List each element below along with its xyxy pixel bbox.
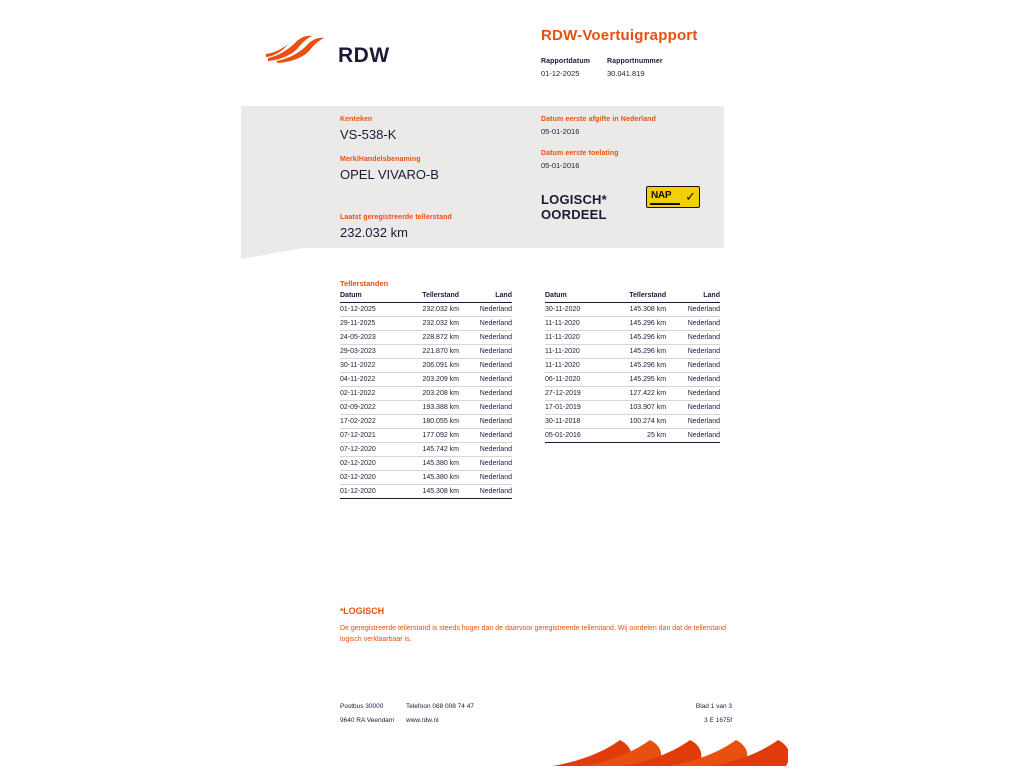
cell-datum: 17-01-2019 xyxy=(545,401,605,415)
footer-row-1 xyxy=(340,703,732,717)
cell-tellerstand: 145.296 km xyxy=(605,359,666,373)
cell-tellerstand: 221.870 km xyxy=(399,345,459,359)
cell-land: Nederland xyxy=(666,303,720,317)
field-value-kenteken: VS-538-K xyxy=(340,127,397,142)
cell-land: Nederland xyxy=(666,429,720,443)
cell-datum: 02-12-2020 xyxy=(340,457,399,471)
verdict-line-2: OORDEEL xyxy=(541,207,607,222)
cell-datum: 01-12-2025 xyxy=(340,303,399,317)
field-label-kenteken: Kenteken xyxy=(340,116,373,123)
column-header-datum: Datum xyxy=(545,292,605,303)
table-row xyxy=(340,485,512,499)
table-row xyxy=(545,303,720,317)
cell-datum: 11-11-2020 xyxy=(545,359,605,373)
table-row xyxy=(340,471,512,485)
cell-datum: 07-12-2021 xyxy=(340,429,399,443)
panel-right-fields xyxy=(541,116,721,184)
cell-land: Nederland xyxy=(459,415,512,429)
cell-tellerstand: 145.295 km xyxy=(605,373,666,387)
cell-land: Nederland xyxy=(459,429,512,443)
report-title: RDW-Voertuigrapport xyxy=(541,27,698,44)
tellerstanden-title: Tellerstanden xyxy=(340,279,389,288)
table-row xyxy=(545,401,720,415)
table-row xyxy=(545,345,720,359)
cell-datum: 30-11-2020 xyxy=(545,303,605,317)
cell-datum: 17-02-2022 xyxy=(340,415,399,429)
cell-tellerstand: 203.209 km xyxy=(399,373,459,387)
cell-land: Nederland xyxy=(666,317,720,331)
nap-label: NAP xyxy=(651,190,672,201)
field-value-eerste-toelating: 05-01-2016 xyxy=(541,161,580,170)
cell-tellerstand: 145.380 km xyxy=(399,457,459,471)
cell-tellerstand: 145.296 km xyxy=(605,331,666,345)
table-row xyxy=(545,317,720,331)
field-value-merk: OPEL VIVARO-B xyxy=(340,167,439,182)
meta-report-date-value: 01-12-2025 xyxy=(541,69,580,78)
cell-land: Nederland xyxy=(459,345,512,359)
cell-tellerstand: 145.742 km xyxy=(399,443,459,457)
verdict-text xyxy=(541,192,607,222)
cell-land: Nederland xyxy=(459,331,512,345)
cell-datum: 05-01-2016 xyxy=(545,429,605,443)
field-label-laatste-tellerstand: Laatst geregistreerde tellerstand xyxy=(340,214,452,221)
meta-report-number xyxy=(607,58,663,78)
report-meta xyxy=(541,58,663,78)
table-row xyxy=(340,345,512,359)
field-label-merk: Merk/Handelsbenaming xyxy=(340,156,421,163)
cell-datum: 29-11-2025 xyxy=(340,317,399,331)
table-row xyxy=(545,387,720,401)
cell-tellerstand: 145.296 km xyxy=(605,345,666,359)
cell-datum: 29-03-2023 xyxy=(340,345,399,359)
cell-datum: 11-11-2020 xyxy=(545,331,605,345)
page-footer xyxy=(340,703,732,731)
table-row xyxy=(340,331,512,345)
panel-left-fields xyxy=(340,116,530,254)
cell-land: Nederland xyxy=(666,331,720,345)
table-row xyxy=(545,373,720,387)
nap-badge xyxy=(646,186,700,208)
odometer-table-left xyxy=(340,292,512,499)
table-row xyxy=(340,415,512,429)
column-header-land: Land xyxy=(459,292,512,303)
nap-underline-decoration xyxy=(650,203,680,205)
cell-tellerstand: 180.055 km xyxy=(399,415,459,429)
field-value-eerste-afgifte: 05-01-2016 xyxy=(541,127,580,136)
footer-page-count: Blad 1 van 3 xyxy=(695,703,732,710)
cell-tellerstand: 127.422 km xyxy=(605,387,666,401)
cell-land: Nederland xyxy=(459,471,512,485)
cell-land: Nederland xyxy=(666,345,720,359)
column-header-datum: Datum xyxy=(340,292,399,303)
footnote-star: * xyxy=(340,607,344,616)
cell-land: Nederland xyxy=(459,373,512,387)
field-value-laatste-tellerstand: 232.032 km xyxy=(340,225,408,240)
column-header-tellerstand: Tellerstand xyxy=(399,292,459,303)
meta-report-number-label: Rapportnummer xyxy=(606,58,663,65)
cell-land: Nederland xyxy=(459,359,512,373)
footer-form-code: 3 E 1675f xyxy=(704,717,732,724)
table-row xyxy=(545,331,720,345)
cell-datum: 02-11-2022 xyxy=(340,387,399,401)
meta-report-date-label: Rapportdatum xyxy=(541,58,591,65)
bottom-decoration-icon xyxy=(548,736,788,770)
table-row xyxy=(340,359,512,373)
odometer-table-right xyxy=(545,292,720,443)
field-label-eerste-afgifte: Datum eerste afgifte in Nederland xyxy=(541,116,656,123)
cell-land: Nederland xyxy=(459,401,512,415)
table-row xyxy=(340,387,512,401)
cell-land: Nederland xyxy=(459,387,512,401)
cell-land: Nederland xyxy=(666,373,720,387)
table-header-row xyxy=(340,292,512,303)
cell-tellerstand: 193.388 km xyxy=(399,401,459,415)
cell-datum: 30-11-2022 xyxy=(340,359,399,373)
panel-notch-decoration xyxy=(241,248,303,259)
meta-report-number-value: 30.041.819 xyxy=(606,69,645,78)
cell-tellerstand: 232.032 km xyxy=(399,303,459,317)
cell-datum: 24-05-2023 xyxy=(340,331,399,345)
cell-tellerstand: 100.274 km xyxy=(605,415,666,429)
rdw-logo-icon xyxy=(266,32,328,64)
table-row xyxy=(340,303,512,317)
column-header-land: Land xyxy=(666,292,720,303)
table-row xyxy=(340,373,512,387)
footer-website[interactable]: www.rdw.nl xyxy=(406,717,439,724)
table-row xyxy=(545,429,720,443)
cell-tellerstand: 103.907 km xyxy=(605,401,666,415)
cell-datum: 06-11-2020 xyxy=(545,373,605,387)
cell-datum: 30-11-2018 xyxy=(545,415,605,429)
brand-name: RDW xyxy=(338,44,390,67)
cell-datum: 02-12-2020 xyxy=(340,471,399,485)
cell-land: Nederland xyxy=(459,443,512,457)
footer-row-2 xyxy=(340,717,732,731)
cell-tellerstand: 145.308 km xyxy=(399,485,459,499)
footer-address-line-1: Postbus 30000 xyxy=(340,703,384,710)
cell-land: Nederland xyxy=(666,359,720,373)
footnote-body: De geregistreerde tellerstand is steeds hoger dan de daarvoor geregistreerde tellerstand. Wij oordelen dan dat de tellerstand logisch verklaarbaar is. xyxy=(340,625,727,643)
cell-land: Nederland xyxy=(459,457,512,471)
footnote-title-text: LOGISCH xyxy=(343,606,385,616)
footer-address-line-2: 9640 RA Veendam xyxy=(340,717,395,724)
cell-land: Nederland xyxy=(666,401,720,415)
cell-tellerstand: 177.092 km xyxy=(399,429,459,443)
cell-datum: 11-11-2020 xyxy=(545,317,605,331)
verdict-line-1: LOGISCH* xyxy=(541,192,607,207)
cell-tellerstand: 145.380 km xyxy=(399,471,459,485)
table-row xyxy=(340,429,512,443)
table-row xyxy=(545,415,720,429)
table-row xyxy=(340,443,512,457)
footnote-title xyxy=(340,606,384,616)
cell-tellerstand: 145.296 km xyxy=(605,317,666,331)
cell-tellerstand: 25 km xyxy=(605,429,666,443)
cell-land: Nederland xyxy=(666,415,720,429)
cell-datum: 11-11-2020 xyxy=(545,345,605,359)
table-row xyxy=(340,457,512,471)
rdw-logo xyxy=(266,22,390,67)
cell-tellerstand: 232.032 km xyxy=(399,317,459,331)
cell-tellerstand: 203.208 km xyxy=(399,387,459,401)
table-row xyxy=(340,317,512,331)
cell-datum: 07-12-2020 xyxy=(340,443,399,457)
field-label-eerste-toelating: Datum eerste toelating xyxy=(541,150,619,157)
cell-tellerstand: 228.872 km xyxy=(399,331,459,345)
table-row xyxy=(340,401,512,415)
cell-datum: 04-11-2022 xyxy=(340,373,399,387)
cell-tellerstand: 145.308 km xyxy=(605,303,666,317)
table-header-row xyxy=(545,292,720,303)
footer-phone: Telefoon 088 008 74 47 xyxy=(406,703,474,710)
cell-land: Nederland xyxy=(459,317,512,331)
table-row xyxy=(545,359,720,373)
cell-land: Nederland xyxy=(459,303,512,317)
cell-land: Nederland xyxy=(666,387,720,401)
cell-land: Nederland xyxy=(459,485,512,499)
cell-datum: 27-12-2019 xyxy=(545,387,605,401)
meta-report-date xyxy=(541,58,605,78)
cell-datum: 01-12-2020 xyxy=(340,485,399,499)
column-header-tellerstand: Tellerstand xyxy=(605,292,666,303)
cell-tellerstand: 206.091 km xyxy=(399,359,459,373)
cell-datum: 02-09-2022 xyxy=(340,401,399,415)
check-icon: ✓ xyxy=(685,189,696,204)
